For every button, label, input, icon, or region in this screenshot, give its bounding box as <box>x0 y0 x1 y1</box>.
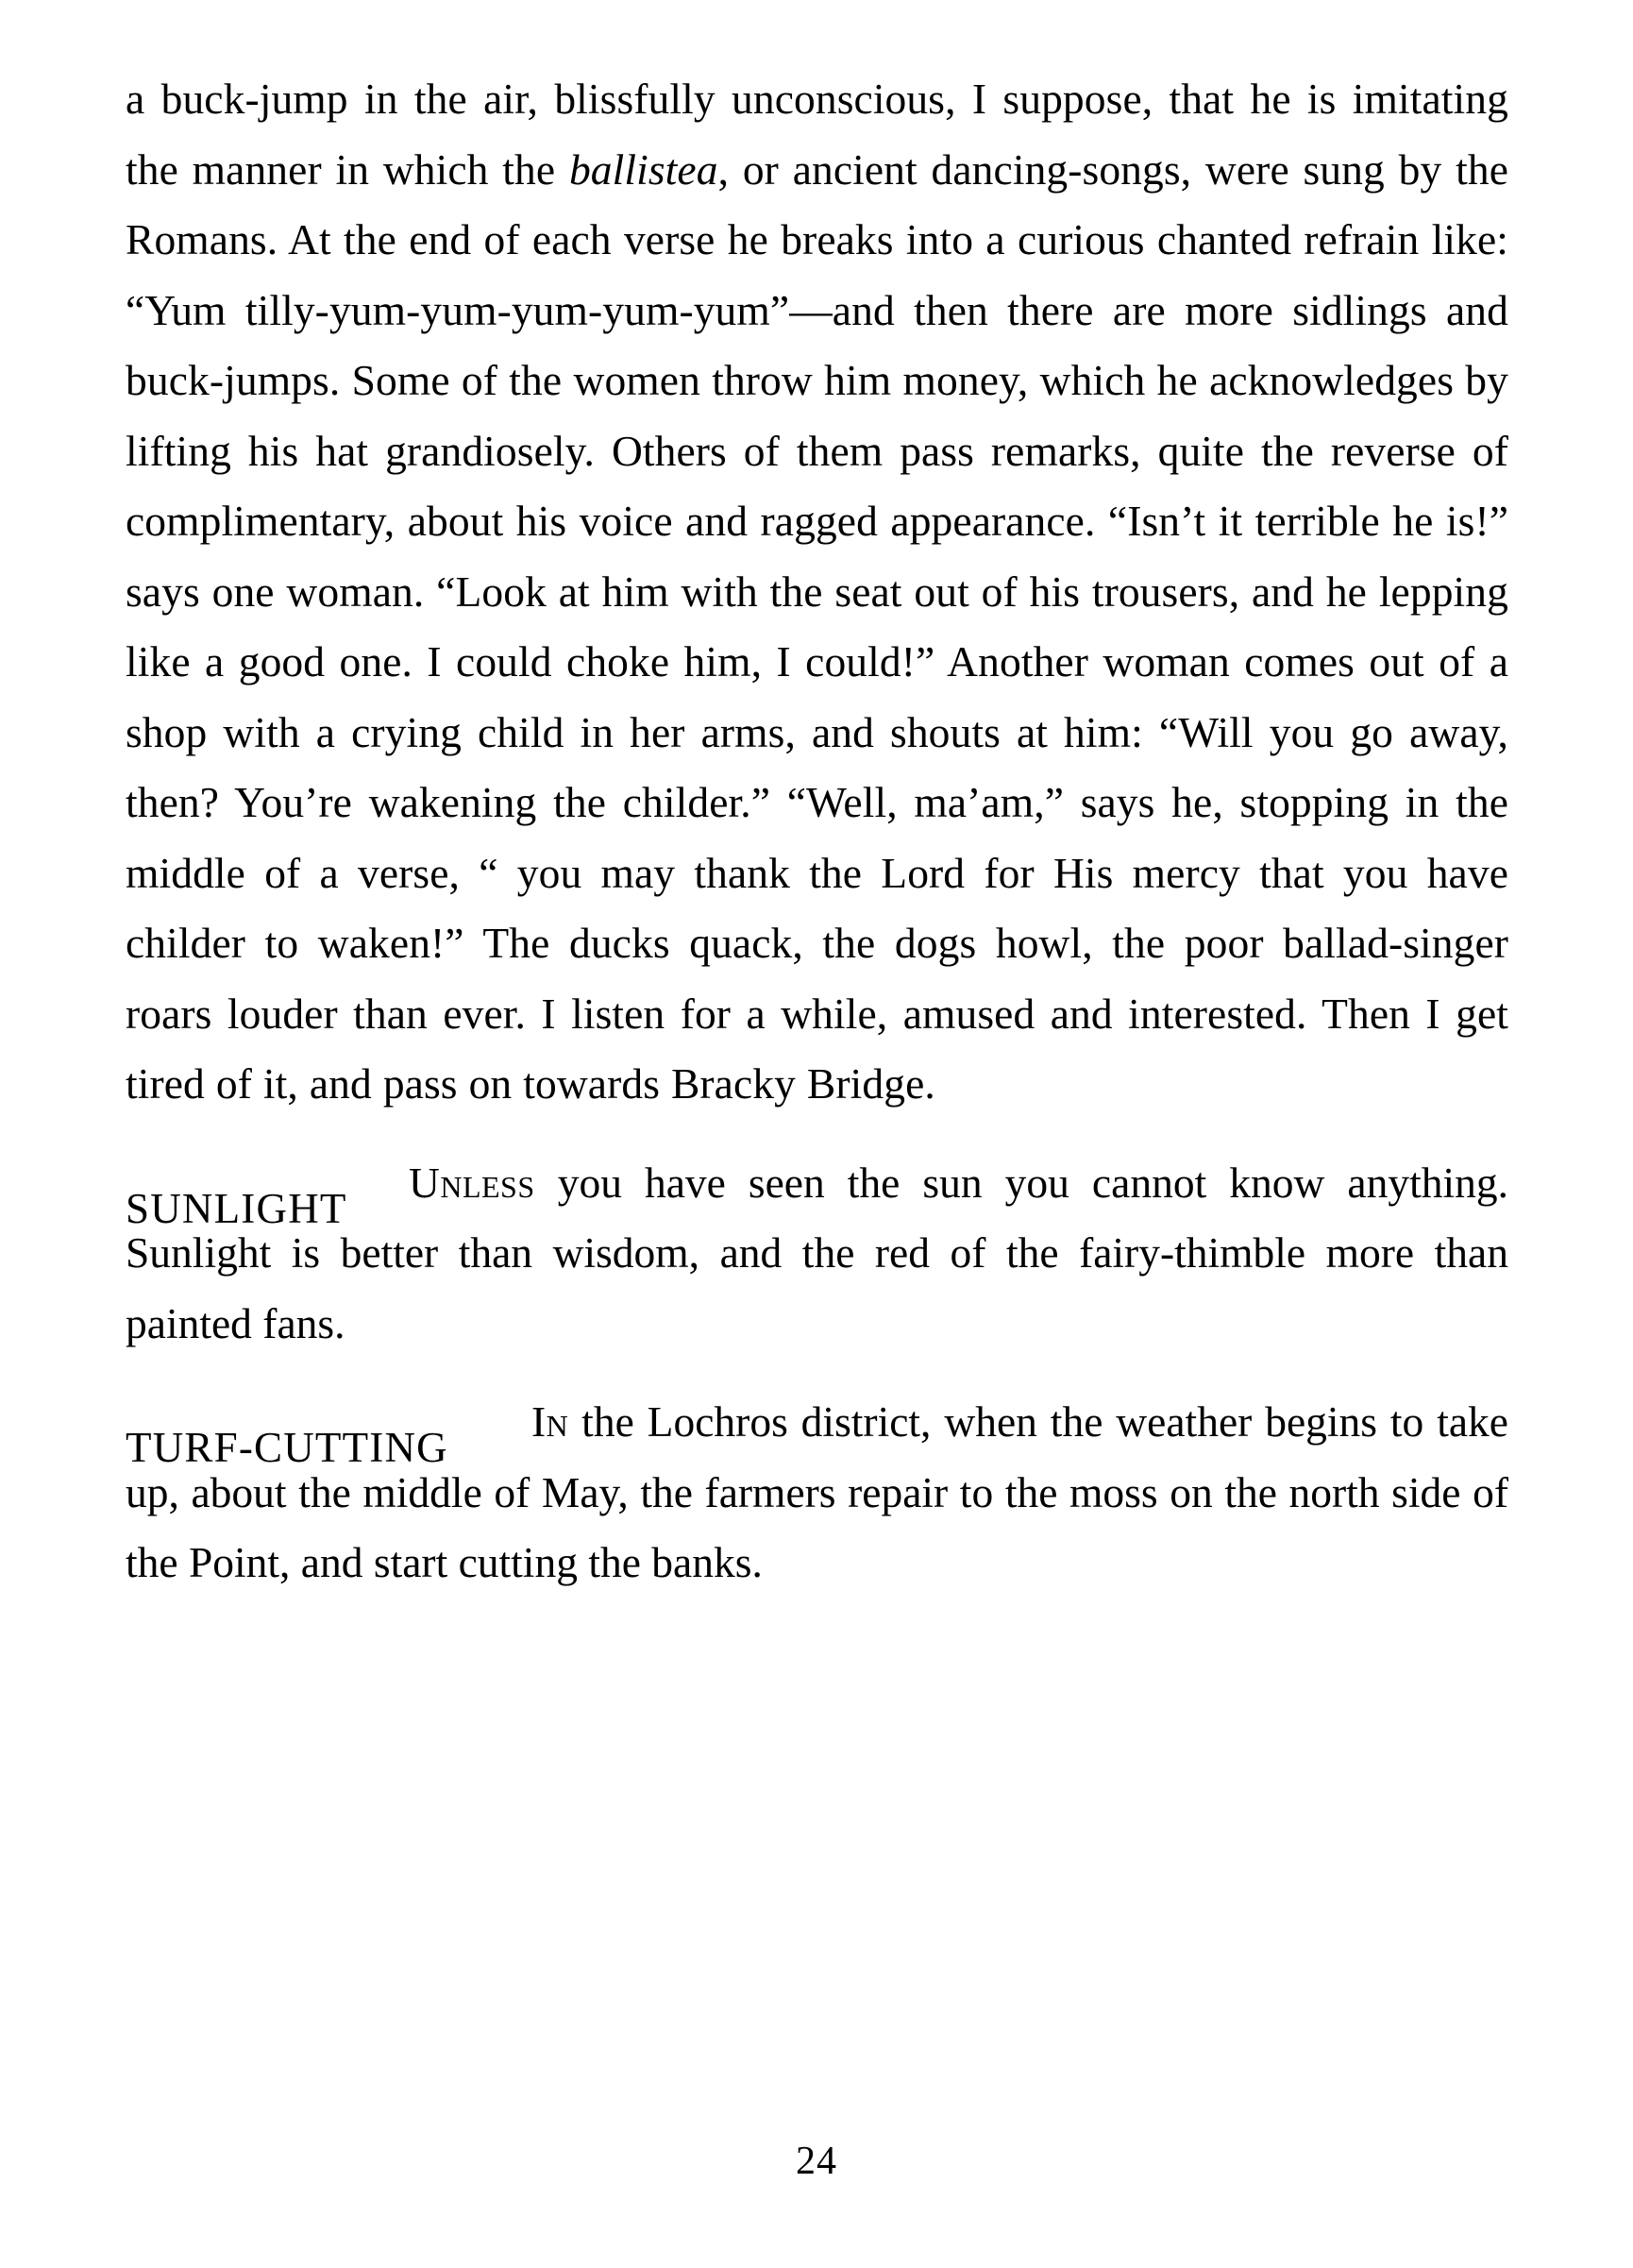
page-number: 24 <box>796 2140 837 2183</box>
section-body-sunlight <box>126 1148 1508 1360</box>
paragraph-part-1: a buck-jump in the air, blissfully unconscious, I suppose, that he is imitating the manner in which the <box>126 75 1508 194</box>
text-column <box>126 64 1508 1599</box>
section-body-turf-cutting <box>126 1387 1508 1599</box>
sidehead-turf-cutting: TURF-CUTTING <box>126 1424 448 1471</box>
section-text-turf-cutting: the Lochros district, when the weather begins to take up, about the middle of May, the farmers repair to the moss on the north side of the Point, and start cutting the banks. <box>126 1397 1508 1586</box>
main-paragraph <box>126 64 1508 1120</box>
sidehead-sunlight: SUNLIGHT <box>126 1184 347 1232</box>
section-text-sunlight: you have seen the sun you cannot know anything. Sunlight is better than wisdom, and the red of the fairy-thimble more than painted fans. <box>126 1158 1508 1347</box>
italic-term: ballistea <box>568 144 718 194</box>
lead-smallcaps-sunlight: Unless <box>409 1158 535 1207</box>
section-turf-cutting <box>126 1387 1508 1599</box>
section-sunlight <box>126 1148 1508 1360</box>
lead-smallcaps-turf-cutting: In <box>531 1397 569 1446</box>
paragraph-part-2: , or ancient dancing-songs, were sung by the Romans. At the end of each verse he breaks into a curious chanted refrain like: “Yum tilly-yum-yum-yum-yum-yum”—and then there are more sidlings and buck-jumps. Some of the women throw him money, which he acknowledges by lifting his hat grandiosely. Others of them pass remarks, quite the reverse of complimentary, about his voice and ragged appearance. “Isn’t it terrible he is!” says one woman. “Look at him with the seat out of his trousers, and he lepping like a good one. I could choke him, I could!” Another woman comes out of a shop with a crying child in her arms, and shouts at him: “Will you go away, then? You’re wakening the childer.” “Well, ma’am,” says he, stopping in the middle of a verse, “ you may thank the Lord for His mercy that you have childer to waken!” The ducks quack, the dogs howl, the poor ballad-singer roars louder than ever. I listen for a while, amused and interested. Then I get tired of it, and pass on towards Bracky Bridge. <box>126 144 1508 1108</box>
